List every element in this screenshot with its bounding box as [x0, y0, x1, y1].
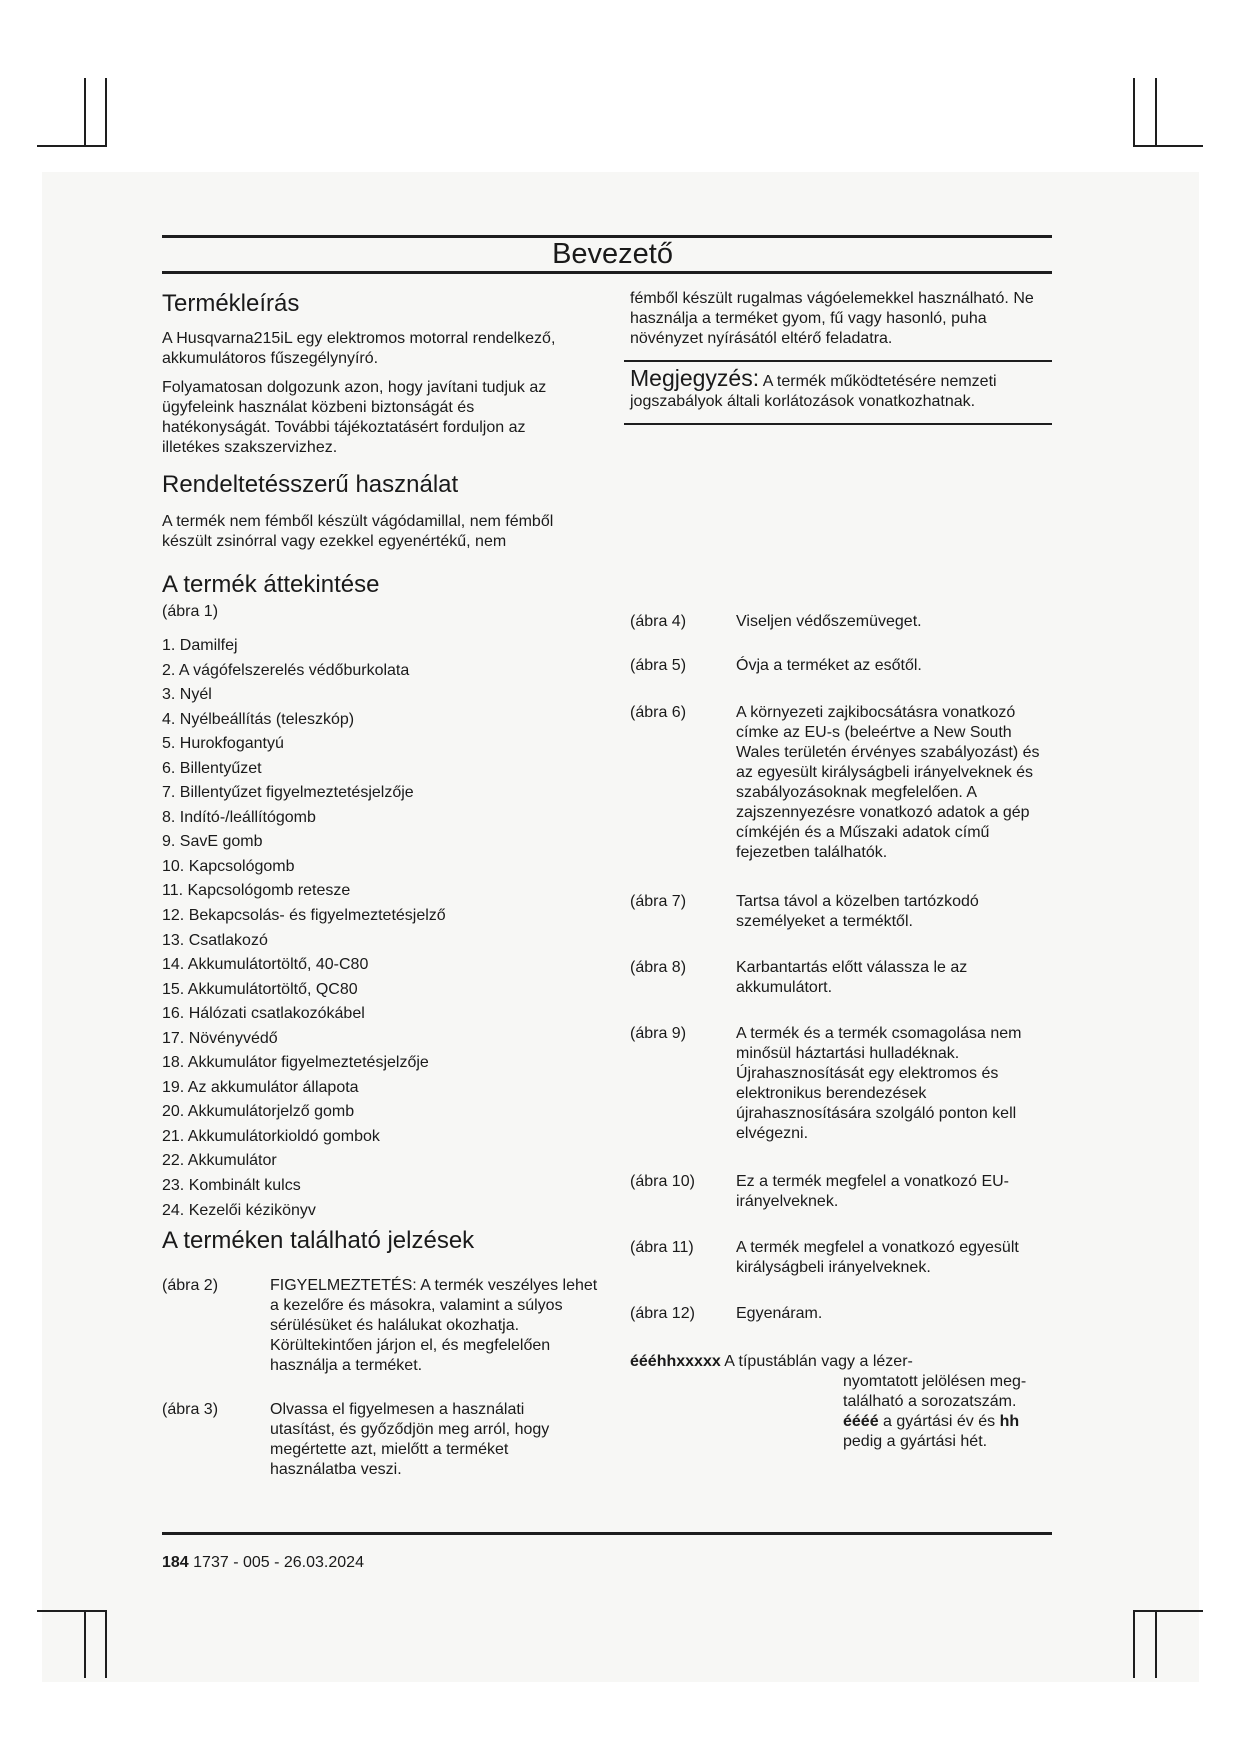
list-item: 14. Akkumulátortöltő, 40-C80	[162, 956, 369, 974]
list-item: 13. Csatlakozó	[162, 931, 268, 949]
list-item: 11. Kapcsológomb retesze	[162, 882, 351, 900]
note-rule-top	[624, 360, 1052, 362]
symbol-description: Óvja a terméket az esőtől.	[736, 657, 922, 674]
serial-year-code: éééé	[843, 1413, 879, 1430]
list-item: 24. Kezelői kézikönyv	[162, 1201, 316, 1219]
symbol-description: Tartsa távol a közelben tartózkodó személyeket a terméktől.	[736, 893, 979, 930]
crop-mark	[1133, 1610, 1203, 1612]
symbol-figure-ref: (ábra 12)	[630, 1305, 695, 1322]
serial-line-1	[630, 1352, 1060, 1372]
list-item: 8. Indító-/leállítógomb	[162, 808, 316, 826]
symbol-figure-ref: (ábra 9)	[630, 1025, 687, 1042]
crop-mark	[1155, 78, 1157, 146]
serial-text-5: pedig a gyártási hét.	[843, 1433, 988, 1450]
note-label: Megjegyzés:	[630, 365, 760, 391]
product-description-text: A Husqvarna215iL egy elektromos motorral rendelkező, akkumulátoros fűszegélynyíró.	[162, 330, 556, 367]
footer	[162, 1554, 364, 1572]
list-item: 6. Billentyűzet	[162, 759, 262, 777]
serial-week-code: hh	[999, 1413, 1020, 1430]
list-item: 9. SavE gomb	[162, 833, 263, 851]
symbol-description: Egyenáram.	[736, 1305, 823, 1322]
serial-text-4: a gyártási év és	[883, 1413, 996, 1430]
crop-mark	[84, 78, 86, 146]
overview-figure-ref: (ábra 1)	[162, 603, 219, 620]
product-description-heading: Termékleírás	[162, 290, 300, 317]
crop-mark	[1133, 145, 1203, 147]
symbol-figure-ref: (ábra 11)	[630, 1239, 694, 1256]
footer-rule	[162, 1532, 1052, 1535]
page-title: Bevezető	[552, 238, 673, 270]
serial-line-2	[843, 1372, 1063, 1452]
crop-mark	[1155, 1610, 1157, 1678]
crop-mark	[1133, 78, 1135, 146]
symbol-description: Olvassa el figyelmesen a használati utasítást, és győződjön meg arról, hogy megértette azt, mielőtt a terméket használatba veszi.	[270, 1401, 550, 1478]
list-item: 4. Nyélbeállítás (teleszkóp)	[162, 710, 355, 728]
symbol-figure-ref: (ábra 7)	[630, 893, 687, 910]
list-item: 5. Hurokfogantyú	[162, 735, 284, 753]
note-text: A termék működtetésére nemzeti jogszabályok általi korlátozások vonatkozhatnak.	[630, 373, 997, 410]
overview-heading: A termék áttekintése	[162, 571, 380, 598]
list-item: 15. Akkumulátortöltő, QC80	[162, 980, 358, 998]
list-item: 18. Akkumulátor figyelmeztetésjelzője	[162, 1054, 429, 1072]
crop-mark	[37, 145, 107, 147]
serial-text-2: nyomtatott jelölésen meg-	[843, 1373, 1027, 1390]
serial-text-3: található a sorozatszám.	[843, 1393, 1017, 1410]
symbol-figure-ref: (ábra 5)	[630, 657, 687, 674]
list-item: 12. Bekapcsolás- és figyelmeztetésjelző	[162, 907, 446, 925]
intended-use-text: A termék nem fémből készült vágódamillal, nem fémből készült zsinórral vagy ezekkel egyenértékű, nem	[162, 513, 554, 550]
symbol-description: Viseljen védőszemüveget.	[736, 613, 922, 630]
list-item: 2. A vágófelszerelés védőburkolata	[162, 661, 410, 679]
crop-mark	[84, 1610, 86, 1678]
symbol-description: Karbantartás előtt válassza le az akkumulátort.	[736, 959, 968, 996]
symbol-figure-ref: (ábra 2)	[162, 1277, 219, 1294]
crop-mark	[37, 1610, 107, 1612]
intended-use-heading: Rendeltetésszerű használat	[162, 471, 459, 498]
list-item: 3. Nyél	[162, 686, 212, 704]
symbol-figure-ref: (ábra 4)	[630, 613, 687, 630]
serial-text-1: A típustáblán vagy a lézer-	[724, 1353, 913, 1370]
symbols-heading: A terméken található jelzések	[162, 1227, 475, 1254]
product-description-text-2: Folyamatosan dolgozunk azon, hogy javítani tudjuk az ügyfeleink használat közbeni biztonságát és hatékonyságát. További tájékoztatásért forduljon az illetékes szakszervizhez.	[162, 379, 547, 456]
symbol-description: A környezeti zajkibocsátásra vonatkozó címke az EU-s (beleértve a New South Wales területén érvényes szabályozást) és az egyesült királyságbeli irányelveknek és szabályozásoknak megfelelően. A zajszennyezésre vonatkozó adatok a gép címkéjén és a Műszaki adatok című fejezetben találhatók.	[736, 704, 1040, 861]
crop-mark	[105, 78, 107, 146]
symbol-figure-ref: (ábra 3)	[162, 1401, 219, 1418]
list-item: 22. Akkumulátor	[162, 1152, 277, 1170]
intended-use-text-continued: fémből készült rugalmas vágóelemekkel használható. Ne használja a terméket gyom, fű vagy hasonló, puha növényzet nyírásától eltérő feladatra.	[630, 290, 1034, 347]
list-item: 16. Hálózati csatlakozókábel	[162, 1005, 365, 1023]
crop-mark	[105, 1610, 107, 1678]
serial-code: éééhhxxxxx	[630, 1353, 721, 1370]
list-item: 17. Növényvédő	[162, 1029, 278, 1047]
symbol-figure-ref: (ábra 6)	[630, 704, 687, 721]
list-item: 19. Az akkumulátor állapota	[162, 1078, 359, 1096]
page-number: 184	[162, 1554, 189, 1571]
note-rule-bottom	[624, 423, 1052, 425]
list-item: 21. Akkumulátorkioldó gombok	[162, 1127, 380, 1145]
overview-parts-list	[162, 635, 446, 1224]
doc-info: 1737 - 005 - 26.03.2024	[193, 1554, 364, 1571]
list-item: 10. Kapcsológomb	[162, 857, 295, 875]
list-item: 20. Akkumulátorjelző gomb	[162, 1103, 355, 1121]
symbol-figure-ref: (ábra 8)	[630, 959, 687, 976]
symbol-description: Ez a termék megfelel a vonatkozó EU-irányelveknek.	[736, 1173, 1010, 1210]
header-rule-bottom	[162, 271, 1052, 274]
symbol-description: A termék megfelel a vonatkozó egyesült királyságbeli irányelveknek.	[736, 1239, 1019, 1276]
list-item: 23. Kombinált kulcs	[162, 1177, 301, 1195]
list-item: 1. Damilfej	[162, 637, 238, 654]
symbol-description: A termék és a termék csomagolása nem minősül háztartási hulladéknak. Újrahasznosítását egy elektromos és elektronikus berendezések újrahasznosítására szolgáló ponton kell elvégezni.	[736, 1025, 1022, 1142]
list-item: 7. Billentyűzet figyelmeztetésjelzője	[162, 784, 414, 802]
crop-mark	[1133, 1610, 1135, 1678]
note-block	[630, 365, 1060, 412]
symbol-figure-ref: (ábra 10)	[630, 1173, 695, 1190]
symbol-description: FIGYELMEZTETÉS: A termék veszélyes lehet a kezelőre és másokra, valamint a súlyos sérülésüket és halálukat okozhatja. Körültekintően járjon el, és megfelelően használja a terméket.	[270, 1277, 598, 1374]
